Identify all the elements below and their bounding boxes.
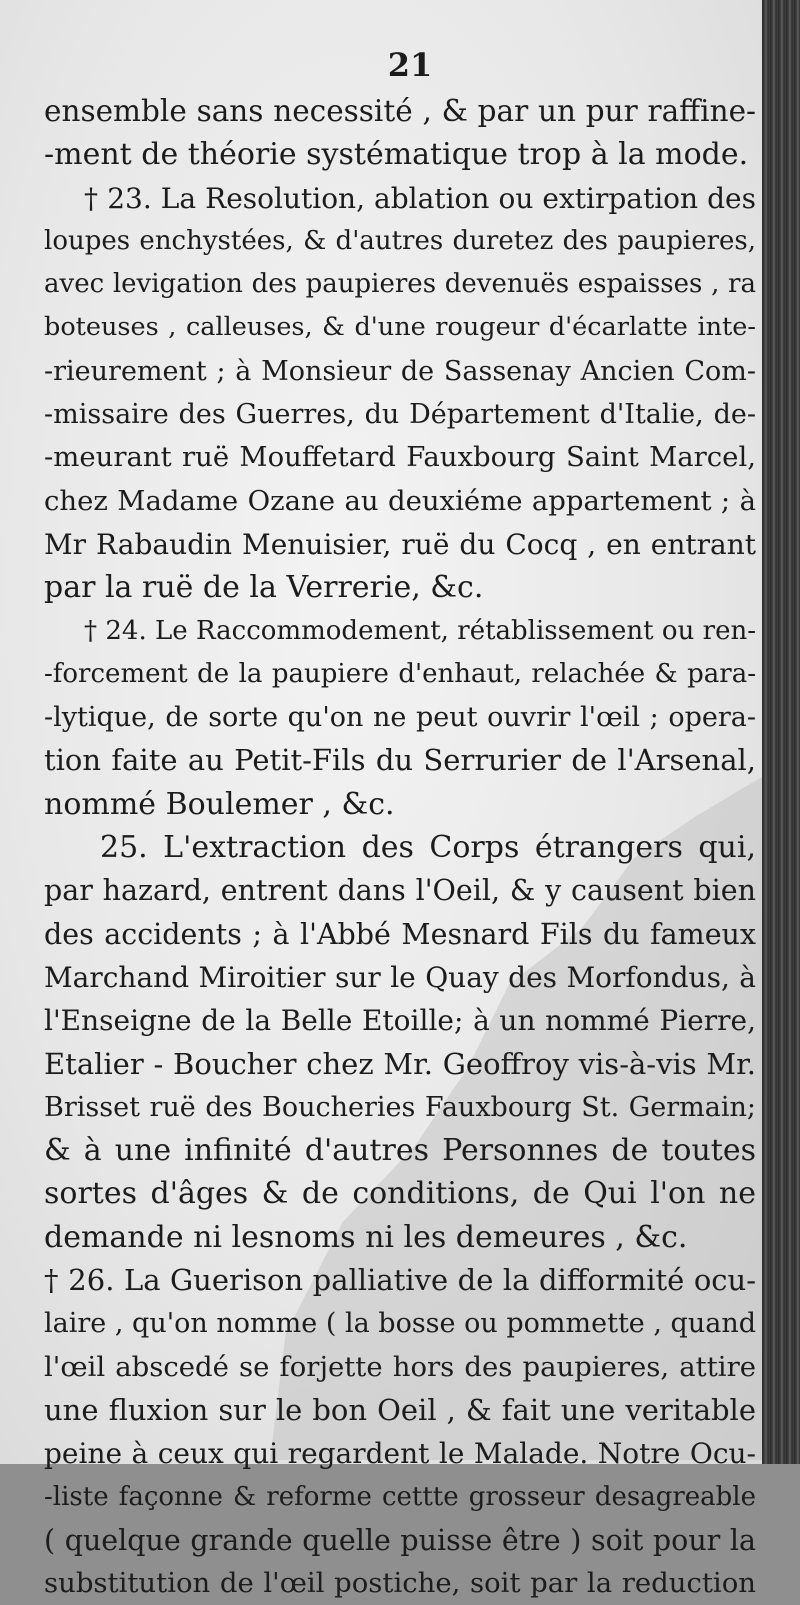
text-line: des accidents ; à l'Abbé Mesnard Fils du fameux	[44, 917, 756, 951]
text-line: laire , qu'on nomme ( la bosse ou pommette , quand	[44, 1308, 756, 1340]
text-line: substitution de l'œil postiche, soit par la reduction	[44, 1567, 756, 1600]
text-line: -lytique, de sorte qu'on ne peut ouvrir l'œil ; opera-	[44, 702, 756, 734]
text-line: -meurant ruë Mouffetard Fauxbourg Saint Marcel,	[44, 441, 756, 474]
text-line: Brisset ruë des Boucheries Fauxbourg St. Germain;	[44, 1091, 756, 1123]
text-line: 25. L'extraction des Corps étrangers qui,	[100, 830, 756, 866]
text-line: une fluxion sur le bon Oeil , & fait une veritable	[44, 1392, 756, 1427]
text-line: -rieurement ; à Monsieur de Sassenay Ancien Com-	[44, 355, 756, 387]
text-line: boteuses , calleuses, & d'une rougeur d'écarlatte inte-	[44, 312, 756, 343]
page-text	[44, 40, 756, 1605]
text-line: & à une infinité d'autres Personnes de toutes	[44, 1133, 756, 1169]
text-line: sortes d'âges & de conditions, de Qui l'on ne	[44, 1176, 756, 1212]
text-line: -forcement de la paupiere d'enhaut, relachée & para-	[44, 658, 756, 689]
text-line: l'œil abscedé se forjette hors des paupieres, attire	[44, 1350, 756, 1383]
text-line: chez Madame Ozane au deuxiéme appartement ; à	[44, 484, 756, 517]
text-line: tion faite au Petit-Fils du Serrurier de l'Arsenal,	[44, 743, 756, 778]
text-line: † 24. Le Raccommodement, rétablissement ou ren-	[84, 615, 756, 646]
text-line: Mr Rabaudin Menuisier, ruë du Cocq , en entrant	[44, 527, 756, 561]
text-line: -ment de théorie systématique trop à la mode.	[44, 137, 749, 173]
text-line: par hazard, entrent dans l'Oeil, & y causent bien	[44, 874, 756, 908]
text-line: ( quelque grande quelle puisse être ) soit pour la	[44, 1523, 756, 1557]
text-line: par la ruë de la Verrerie, &c.	[44, 570, 484, 606]
text-line: demande ni lesnoms ni les demeures , &c.	[44, 1219, 688, 1255]
book-gutter	[762, 0, 800, 1464]
text-line: nommé Boulemer , &c.	[44, 786, 395, 822]
text-line: loupes enchystées, & d'autres duretez des paupieres,	[44, 225, 756, 256]
text-line: -missaire des Guerres, du Département d'Italie, de-	[44, 399, 756, 431]
text-line: Marchand Miroitier sur le Quay des Morfondus, à	[44, 960, 756, 994]
text-line: ensemble sans necessité , & par un pur raffine-	[44, 94, 756, 128]
text-line: l'Enseigne de la Belle Etoille; à un nommé Pierre,	[44, 1004, 756, 1038]
text-line: -liste façonne & reforme cettte grosseur desagreable	[44, 1481, 756, 1512]
text-line: Etalier - Boucher chez Mr. Geoffroy vis-à-vis Mr.	[44, 1046, 756, 1081]
text-line: avec levigation des paupieres devenuës espaisses , ra	[44, 269, 756, 300]
text-line: † 23. La Resolution, ablation ou extirpation des	[84, 181, 756, 215]
text-line: † 26. La Guerison palliative de la difformité ocu-	[44, 1263, 756, 1298]
text-line: peine à ceux qui regardent le Malade. Notre Ocu-	[44, 1437, 756, 1471]
page-number: 21	[387, 46, 433, 84]
